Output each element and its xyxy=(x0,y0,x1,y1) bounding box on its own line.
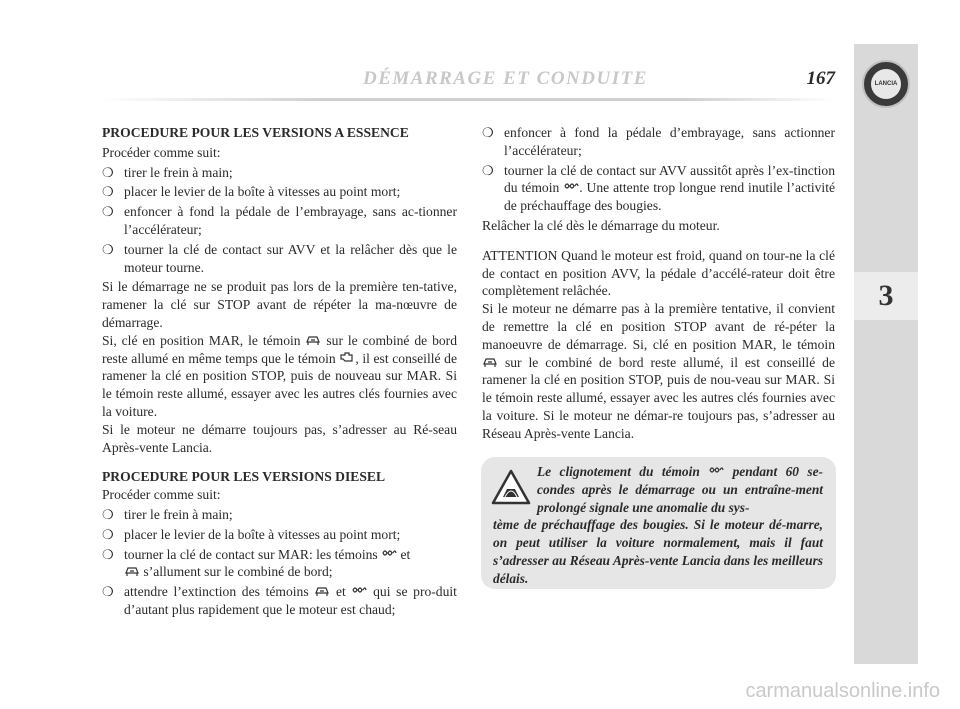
bullet-icon: ❍ xyxy=(102,526,114,542)
list-item: ❍ tirer le frein à main; xyxy=(102,164,233,180)
list-item: ❍ enfoncer à fond la pédale d’embrayage, sans actionner l’accélérateur; xyxy=(482,125,835,158)
bullet-icon: ❍ xyxy=(102,164,114,180)
bullet-icon: ❍ xyxy=(102,546,114,562)
paragraph: Relâcher la clé dès le démarrage du moteur. xyxy=(482,217,720,233)
right-column xyxy=(482,124,835,443)
bullet-list-petrol xyxy=(102,164,457,277)
car-key-icon xyxy=(482,355,498,369)
intro-text: Procéder comme suit: xyxy=(102,144,221,160)
car-key-icon xyxy=(314,584,330,598)
chapter-tab[interactable]: 3 xyxy=(854,272,918,320)
list-item: ❍ tourner la clé de contact sur AVV et la relâcher dès que le moteur tourne. xyxy=(102,241,457,275)
paragraph: Si, clé en position MAR, le témoin sur le combiné de bord reste allumé en même temps que le témoin , il est conseillé de ramener la clé en position STOP, puis de nouveau sur MAR. Si le témoin reste allumé, essayer avec les autres clés fournies avec la voiture. xyxy=(102,332,457,419)
glow-plug-icon xyxy=(351,584,367,598)
logo-text: LANCIA xyxy=(871,69,901,99)
bullet-icon: ❍ xyxy=(102,204,114,220)
paragraph: Si le moteur ne démarre toujours pas, s’adresser au Ré-seau Après-vente Lancia. xyxy=(102,421,457,455)
watermark: carmanualsonline.info xyxy=(745,680,940,702)
warning-text: Le clignotement du témoin pendant 60 se-condes après le démarrage ou un entraîne-ment prolongé signale une anomalie du sys- tème de préchauffage des bougies. Si le moteur dé-marre, on peut utiliser la voiture normalement, mais il faut s’adresser au Réseau Après-vente Lancia dans les meilleurs délais. xyxy=(493,464,823,586)
bullet-icon: ❍ xyxy=(482,125,494,140)
engine-icon xyxy=(339,351,355,365)
warning-box xyxy=(481,457,836,589)
bullet-icon: ❍ xyxy=(102,584,114,600)
page-number: 167 xyxy=(806,68,835,89)
glow-plug-icon xyxy=(381,547,397,561)
list-item: ❍ placer le levier de la boîte à vitesses au point mort; xyxy=(102,184,401,200)
bullet-icon: ❍ xyxy=(102,506,114,522)
bullet-icon: ❍ xyxy=(482,162,494,178)
lancia-logo xyxy=(862,60,910,108)
left-column xyxy=(102,124,457,621)
glow-plug-icon xyxy=(708,464,724,478)
section-heading-petrol: PROCEDURE POUR LES VERSIONS A ESSENCE xyxy=(102,125,409,140)
paragraph: Si le moteur ne démarre pas à la première tentative, il convient de remettre la clé en position STOP avant de ré-péter la manoeuvre de démarrage. Si, clé en position MAR, le témoin sur le combiné de bord reste allumé, il est conseillé de ramener la clé en position STOP, puis de nou-veau sur MAR. Si le témoin reste allumé, essayer avec les autres clés fournies avec la voiture. Si le moteur ne démar-re toujours pas, s’adresser au Réseau Après-vente Lancia. xyxy=(482,301,835,441)
side-strip xyxy=(854,44,918,664)
page-header xyxy=(100,60,835,100)
list-item: ❍ enfoncer à fond la pédale de l’embrayage, sans ac-tionner l’accélérateur; xyxy=(102,204,457,237)
section-heading-diesel: PROCEDURE POUR LES VERSIONS DIESEL xyxy=(102,469,386,485)
list-item: ❍ placer le levier de la boîte à vitesses au point mort; xyxy=(102,526,401,542)
header-title: DÉMARRAGE ET CONDUITE xyxy=(363,68,648,89)
list-item: ❍ attendre l’extinction des témoins et qui se pro-duit d’autant plus rapidement que le moteur est chaud; xyxy=(102,584,457,617)
header-rule xyxy=(100,98,835,101)
list-item: ❍ tourner la clé de contact sur MAR: les témoins et s’allument sur le combiné de bord; xyxy=(102,546,411,580)
list-item: ❍ tirer le frein à main; xyxy=(102,506,233,522)
glow-plug-icon xyxy=(563,180,579,194)
paragraph: Si le démarrage ne se produit pas lors de la première ten-tative, ramener la clé sur STOP avant de répéter la ma-nœuvre de démarrage. xyxy=(102,279,457,330)
intro-text: Procéder comme suit: xyxy=(102,487,221,503)
car-key-icon xyxy=(124,564,140,578)
car-key-icon xyxy=(305,333,321,347)
bullet-icon: ❍ xyxy=(102,184,114,200)
list-item: ❍ tourner la clé de contact sur AVV aussitôt après l’ex-tinction du témoin . Une attente trop longue rend inutile l’activité de préchauffage des bougies. xyxy=(482,162,836,214)
bullet-list-diesel xyxy=(102,506,457,619)
attention-paragraph: ATTENTION Quand le moteur est froid, quand on tour-ne la clé de contact en position AVV, la pédale d’accélé-rateur doit être complètement relâchée. xyxy=(482,247,835,299)
bullet-icon: ❍ xyxy=(102,241,114,257)
